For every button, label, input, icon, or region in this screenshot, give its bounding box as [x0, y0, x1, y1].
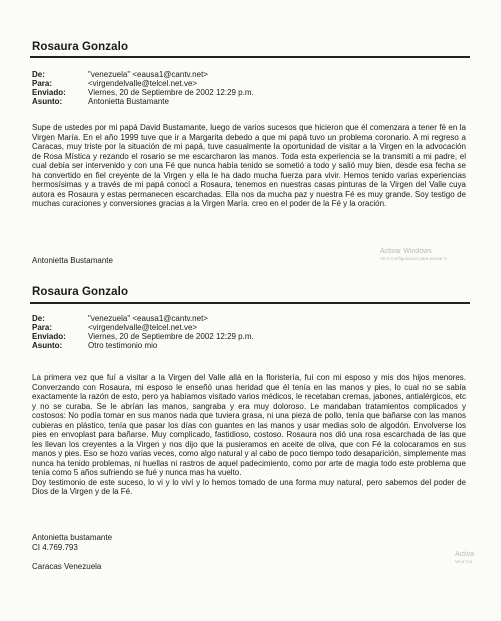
sender-name: Rosaura Gonzalo — [32, 41, 129, 53]
email-headers — [32, 70, 254, 106]
header-sent — [32, 88, 254, 97]
header-label: Asunto: — [32, 341, 63, 350]
header-value: Viernes, 20 de Septiembre de 2002 12:29 p.m. — [88, 88, 254, 97]
watermark-subtitle: Ve a Cor — [455, 558, 473, 564]
header-label: Enviado: — [32, 332, 66, 341]
header-to — [32, 79, 254, 88]
header-label: De: — [32, 314, 45, 323]
header-value: Antonietta Bustamante — [88, 97, 169, 106]
header-value: "venezuela" <eausa1@cantv.net> — [88, 314, 208, 323]
sender-name: Rosaura Gonzalo — [32, 286, 129, 298]
signature — [32, 533, 112, 571]
email-headers — [32, 314, 254, 350]
signature — [32, 256, 113, 266]
header-to — [32, 323, 254, 332]
header-divider — [30, 56, 470, 58]
watermark-title: Activa — [455, 551, 475, 558]
header-subject — [32, 341, 254, 350]
activation-watermark — [380, 248, 447, 262]
header-label: Para: — [32, 323, 53, 332]
signature-line: Antonietta bustamante — [32, 533, 113, 542]
signature-line: Antonietta Bustamante — [32, 256, 113, 265]
header-subject — [32, 97, 254, 106]
header-value: Viernes, 20 de Septiembre de 2002 12:29 p.m. — [88, 332, 254, 341]
header-label: Asunto: — [32, 97, 63, 106]
header-value: <virgendelvalle@telcel.net.ve> — [88, 79, 198, 88]
watermark-title: Activar Windows — [380, 248, 432, 255]
body-paragraph: Supe de ustedes por mi papá David Bustamante, luego de varios sucesos que hicieron que él comenzara a tener fé en la Virgen María. En el año 1999 tuve que ir a Margarita debedo a que mi papá tuvo un problema coronario. A mi regreso a Caracas, muy triste por la situación de mi papá, tuve casualmente la oportunidad de visitar a la Virgen en la advocación de Rosa Mística y rezando el rosario se me escarcharon las manos. Toda esta experiencia se la transmití a mi padre, el cual debía ser intervenido y con una Fé que nunca había tenido se sometió a todo y salió muy bien, desde esa fecha se ha convertido en fiel creyente de la Virgen y ella le ha dado mucha fuerza para vivir. Hemos tenido varias experiencias hermosísimas y a través de mi papá conocí a Rosaura, tenemos en nuestras casas pinturas de la Virgen del Valle cuya autora es Rosaura y estas permanecen escarchadas. Ella nos da mucha paz y nuestra Fé es muy grande. Soy testigo de muchas curaciones y conversiones gracias a la Virgen María. creo en el poder de la Fé y la oración. — [32, 123, 466, 208]
header-label: De: — [32, 70, 45, 79]
header-sent — [32, 332, 254, 341]
body-paragraph: La primera vez que fuí a visitar a la Virgen del Valle allá en la floristería, fuí con mi esposo y mis dos hijos menores. Converzando con Rosaura, mi esposo le enseñó unas heridad que él tenía en las manos y pies, lo cual no se sabía exactamente la razón de esto, pero ya habíamos visitado varios médicos, le recetaban cremas, jabones, antialérgicos, etc y no se curaba. Se le abrían las manos, sangraba y era muy doloroso. Le mandaban tratamientos complicados y costosos: No podía tomar en sus manos nada que tuviera grasa, ni una pieza de pollo, tenía que bañarse con las manos cubieras en plástico, tenía que pasar los días con guantes en las manos y usar medias solo de algodón. Envolverse los pies en envoplast para bañarse. Muy complicado, fastidioso, costoso. Rosaura nos dió una rosa escarchada de las que les llevan los creyentes a la Virgen y nos dijo que la pusieramos en aceite de oliva, que con Fé la colocaramos en sus manos y pies. Eso se hozo varias veces, como algo natural y al cabo de poco tiempo todo desaparición, simplemente mas nunca ha tenido problemas, ni huellas ni rastros de aquel padecimiento, como por arte de magia todo este problema que tenía como 5 años sufriendo se fué y nunca mas ha vuelto. — [32, 373, 467, 477]
body-paragraph: Doy testimonio de este suceso, lo vi y lo viví y lo hemos tomado de una forma muy natural, pero sabemos del poder de Dios de la Virgen y de la Fé. — [32, 477, 466, 496]
email-body — [32, 123, 466, 209]
header-from — [32, 314, 254, 323]
header-value: "venezuela" <eausa1@cantv.net> — [88, 70, 208, 79]
header-value: Otro testimonio mio — [88, 341, 158, 350]
header-from — [32, 70, 254, 79]
signature-line — [32, 552, 112, 562]
header-divider — [30, 302, 470, 304]
header-value: <virgendelvalle@telcel.net.ve> — [88, 323, 198, 332]
signature-line: CI 4.769.793 — [32, 542, 78, 552]
signature-line: Caracas Venezuela — [32, 561, 102, 571]
activation-watermark — [455, 551, 474, 565]
email-body — [32, 373, 466, 497]
header-label: Enviado: — [32, 88, 66, 97]
header-label: Para: — [32, 79, 53, 88]
watermark-subtitle: Ve a Configuración para activar V — [380, 255, 448, 261]
